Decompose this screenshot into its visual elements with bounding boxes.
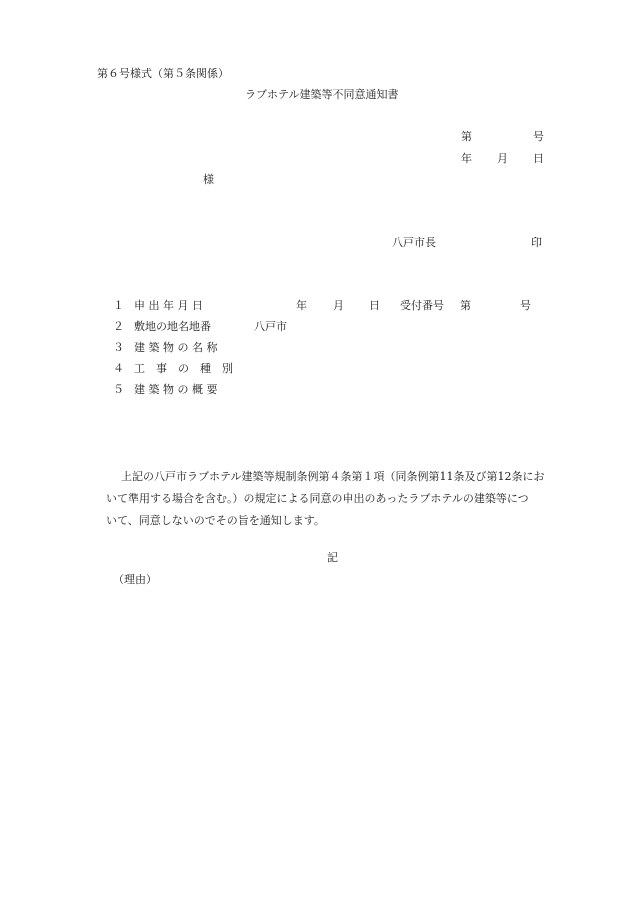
notice-body-line: いて準用する場合を含む。）の規定による同意の申出のあったラブホテルの建築等につ (106, 492, 529, 505)
item-number: ２ (113, 320, 124, 333)
doc-number-prefix: 第 (461, 130, 472, 143)
item-label-site-address: 敷地の地名地番 (134, 320, 211, 333)
notice-body-line: 上記の八戸市ラブホテル建築等規制条例第４条第１項（同条例第11条及び第12条にお (121, 470, 545, 483)
ki-heading: 記 (327, 551, 338, 564)
item-label-application-date: 申 出 年 月 日 (134, 299, 203, 312)
date-day-label: 日 (533, 152, 544, 165)
item-label-work-type: 工 事 の 種 別 (134, 362, 233, 375)
application-day-label: 日 (369, 299, 380, 312)
notice-body (106, 466, 586, 532)
document-title: ラブホテル建築等不同意通知書 (245, 88, 399, 101)
item-label-building-overview: 建 築 物 の 概 要 (134, 383, 218, 396)
item-number: ３ (113, 341, 124, 354)
item-number: １ (113, 299, 124, 312)
item-label-building-name: 建 築 物 の 名 称 (134, 341, 218, 354)
date-month-label: 月 (497, 152, 508, 165)
receipt-number-label: 受付番号 (400, 299, 444, 312)
receipt-number-prefix: 第 (460, 299, 471, 312)
application-year-label: 年 (296, 299, 307, 312)
date-year-label: 年 (461, 152, 472, 165)
notice-body-line: いて、同意しないのでその旨を通知します。 (106, 514, 325, 527)
reason-label: （理由） (113, 573, 157, 586)
item-number: ４ (113, 362, 124, 375)
application-month-label: 月 (333, 299, 344, 312)
site-city: 八戸市 (254, 320, 287, 333)
receipt-number-suffix: 号 (520, 299, 531, 312)
addressee-suffix: 様 (203, 173, 214, 186)
item-number: ５ (113, 383, 124, 396)
issuer-title: 八戸市長 (392, 236, 436, 249)
form-label: 第６号様式（第５条関係） (97, 67, 229, 80)
doc-number-suffix: 号 (533, 130, 544, 143)
seal-mark: 印 (531, 236, 542, 249)
